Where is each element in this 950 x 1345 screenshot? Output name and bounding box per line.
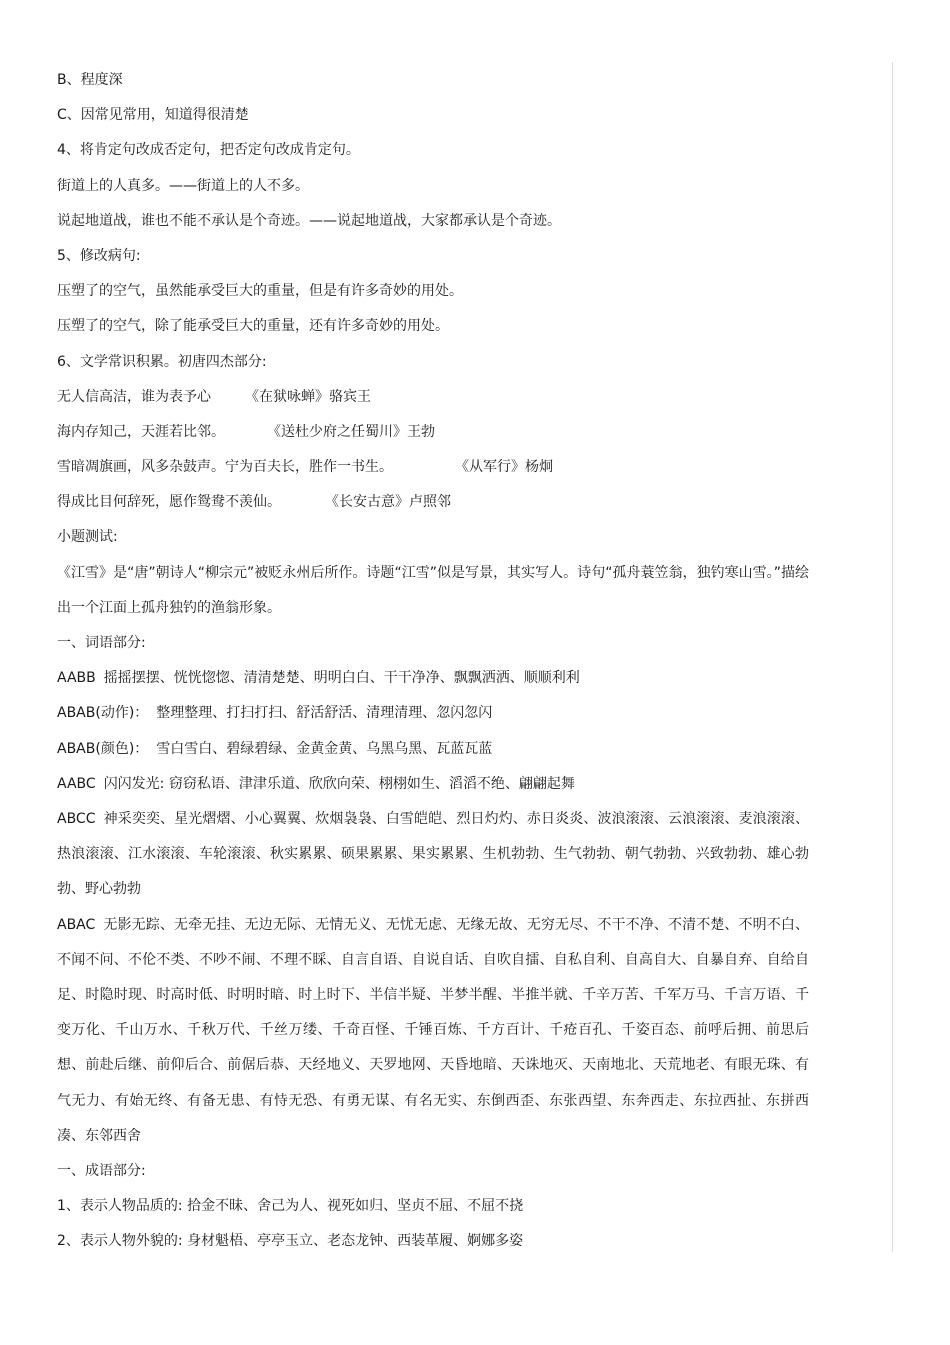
poem-source: 《送杜少府之任蜀川》王勃	[267, 423, 435, 440]
text-line: 5、修改病句:	[57, 247, 141, 264]
words-section-title: 一、词语部分:	[57, 635, 146, 652]
poem-source: 《从军行》杨炯	[455, 459, 553, 476]
word-group-key: ABAC	[57, 916, 96, 933]
poem-line	[57, 380, 809, 415]
idioms-section-title: 一、成语部分:	[57, 1163, 146, 1179]
poem-verse: 无人信高洁，谁为表予心	[57, 388, 211, 405]
text-line: 4、将肯定句改成否定句，把否定句改成肯定句。	[57, 142, 360, 159]
text-line: C、因常见常用，知道得很清楚	[57, 107, 249, 124]
word-group	[57, 802, 809, 908]
word-group-text: 摇摇摆摆、恍恍惚惚、清清楚楚、明明白白、干干净净、飘飘洒洒、顺顺利利	[103, 670, 580, 687]
word-group-text: 闪闪发光: 窃窃私语、津津乐道、欣欣向荣、栩栩如生、滔滔不绝、翩翩起舞	[103, 775, 575, 792]
word-group-text: 无影无踪、无牵无挂、无边无际、无情无义、无忧无虑、无缘无故、无穷无尽、不干不净、不清不楚、不明不白、不闻不问、不伦不类、不吵不闹、不理不睬、自言自语、自说自话、自吹自擂、自私自利、自高自大、自暴自弃、自给自足、时隐时现、时高时低、时明时暗、时上时下、半信半疑、半梦半醒、半推半就、千辛万苦、千军万马、千言万语、千变万化、千山万水、千秋万代、千丝万缕、千奇百怪、千锤百炼、千方百计、千疮百孔、千姿百态、前呼后拥、前思后想、前赴后继、前仰后合、前倨后恭、天经地义、天罗地网、天昏地暗、天诛地灭、天南地北、天荒地老、有眼无珠、有气无力、有始无终、有备无患、有恃无恐、有勇无谋、有名无实、东倒西歪、东张西望、东奔西走、东拉西扯、东拼西凑、东邻西舍	[57, 916, 809, 1144]
word-group	[57, 908, 809, 1154]
text-line: 说起地道战，谁也不能不承认是个奇迹。——说起地道战，大家都承认是个奇迹。	[57, 212, 561, 229]
poem-verse: 海内存知己，天涯若比邻。	[57, 423, 225, 440]
page-edge-rule	[892, 62, 893, 1252]
quiz-title: 小题测试:	[57, 529, 118, 546]
word-group	[57, 696, 809, 731]
word-group-key: AABB	[57, 670, 96, 687]
word-group-key: ABCC	[57, 810, 96, 827]
document-body	[57, 63, 809, 1260]
poem-line	[57, 450, 809, 485]
word-group-key: ABAB(颜色)：	[57, 740, 149, 757]
poem-source: 《长安古意》卢照邻	[325, 494, 451, 511]
text-line: 压塑了的空气，除了能承受巨大的重量，还有许多奇妙的用处。	[57, 318, 449, 335]
text-line: 6、文学常识积累。初唐四杰部分:	[57, 353, 267, 370]
text-line: 街道上的人真多。——街道上的人不多。	[57, 177, 309, 194]
text-line: B、程度深	[57, 72, 123, 88]
poem-verse: 雪暗凋旗画，风多杂鼓声。宁为百夫长，胜作一书生。	[57, 459, 393, 476]
idiom-line: 1、表示人物品质的: 拾金不昧、舍己为人、视死如归、坚贞不屈、不屈不挠	[57, 1198, 524, 1215]
poem-source: 《在狱咏蝉》骆宾王	[245, 388, 371, 405]
word-group	[57, 732, 809, 767]
word-group	[57, 661, 809, 696]
word-group-text: 神采奕奕、星光熠熠、小心翼翼、炊烟袅袅、白雪皑皑、烈日灼灼、赤日炎炎、波浪滚滚、云浪滚滚、麦浪滚滚、热浪滚滚、江水滚滚、车轮滚滚、秋实累累、硕果累累、果实累累、生机勃勃、生气勃勃、朝气勃勃、兴致勃勃、雄心勃勃、野心勃勃	[57, 810, 809, 898]
word-group-key: AABC	[57, 775, 96, 792]
idiom-line: 2、表示人物外貌的: 身材魁梧、亭亭玉立、老态龙钟、西装革履、婀娜多姿	[57, 1233, 524, 1250]
word-group	[57, 767, 809, 802]
quiz-paragraph: 《江雪》是“唐”朝诗人“柳宗元”被贬永州后所作。诗题“江雪”似是写景，其实写人。诗句“孤舟蓑笠翁，独钓寒山雪。”描绘出一个江面上孤舟独钓的渔翁形象。	[57, 564, 809, 616]
poem-verse: 得成比目何辞死，愿作鸳鸯不羡仙。	[57, 494, 281, 511]
word-group-text: 雪白雪白、碧绿碧绿、金黄金黄、乌黑乌黑、瓦蓝瓦蓝	[156, 740, 493, 757]
word-group-text: 整理整理、打扫打扫、舒活舒活、清理清理、忽闪忽闪	[156, 705, 493, 722]
word-group-key: ABAB(动作)：	[57, 705, 149, 722]
poem-line	[57, 415, 809, 450]
poem-line	[57, 485, 809, 520]
text-line: 压塑了的空气，虽然能承受巨大的重量，但是有许多奇妙的用处。	[57, 283, 463, 300]
